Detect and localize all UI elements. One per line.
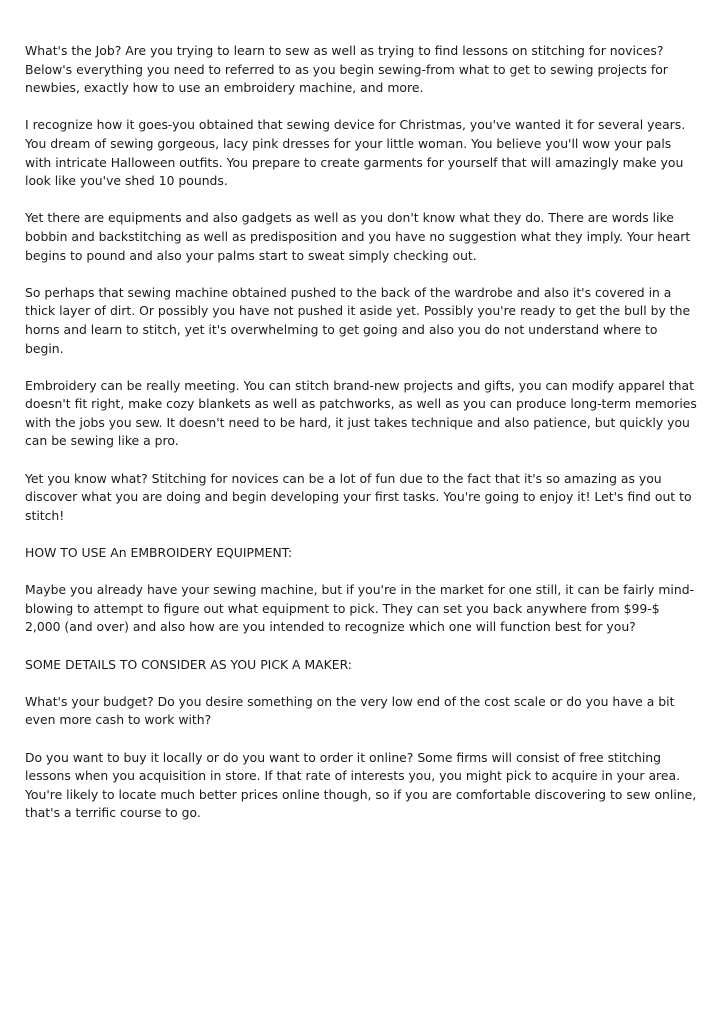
paragraph-market: Maybe you already have your sewing machine, but if you're in the market for one still, it can be fairly mind-blowing to attempt to figure out what equipment to pick. They can set you back anywhere from $99-$ 2,000 (and over) and also how are you intended to recognize which one will function best for you? bbox=[25, 582, 695, 635]
paragraph-fun: Yet you know what? Stitching for novices can be a lot of fun due to the fact that it's so amazing as you discover what you are doing and begin developing your first tasks. You're going to enjoy it! Let's find out to stitch! bbox=[25, 470, 692, 523]
document-page bbox=[25, 42, 697, 842]
section-heading-details: SOME DETAILS TO CONSIDER AS YOU PICK A MAKER: bbox=[25, 656, 352, 672]
section-heading-how-to-use: HOW TO USE An EMBROIDERY EQUIPMENT: bbox=[25, 545, 293, 561]
paragraph-wardrobe: So perhaps that sewing machine obtained pushed to the back of the wardrobe and also it's covered in a thick layer of dirt. Or possibly you have not pushed it aside yet. Possibly you're ready to get the bull by the horns and learn to stitch, yet it's overwhelming to get going and also you do not understand where to begin. bbox=[25, 284, 691, 356]
paragraph-christmas-machine: I recognize how it goes-you obtained that sewing device for Christmas, you've wanted it for several years. You dream of sewing gorgeous, lacy pink dresses for your little woman. You believe you'll wow your pals with intricate Halloween outfits. You prepare to create garments for yourself that will amazingly make you look like you've shed 10 pounds. bbox=[25, 117, 686, 189]
paragraph-buy-locally: Do you want to buy it locally or do you want to order it online? Some firms will consist of free stitching lessons when you acquisition in store. If that rate of interests you, you might pick to acquire in your area. You're likely to locate much better prices online though, so if you are comfortable discovering to sew online, that's a terrific course to go. bbox=[25, 749, 697, 821]
paragraph-embroidery-meeting: Embroidery can be really meeting. You can stitch brand-new projects and gifts, you can modify apparel that doesn't fit right, make cozy blankets as well as patchworks, as well as you can produce long-term memories with the jobs you sew. It doesn't need to be hard, it just takes technique and also patience, but quickly you can be sewing like a pro. bbox=[25, 377, 697, 449]
paragraph-equipment-gadgets: Yet there are equipments and also gadgets as well as you don't know what they do. There are words like bobbin and backstitching as well as predisposition and you have no suggestion what they imply. Your heart begins to pound and also your palms start to sweat simply checking out. bbox=[25, 210, 691, 263]
paragraph-intro: What's the Job? Are you trying to learn to sew as well as trying to find lessons on stitching for novices? Below's everything you need to referred to as you begin sewing-from what to get to sewing projects for newbies, exactly how to use an embroidery machine, and more. bbox=[25, 43, 668, 96]
paragraph-budget: What's your budget? Do you desire something on the very low end of the cost scale or do you have a bit even more cash to work with? bbox=[25, 693, 675, 728]
